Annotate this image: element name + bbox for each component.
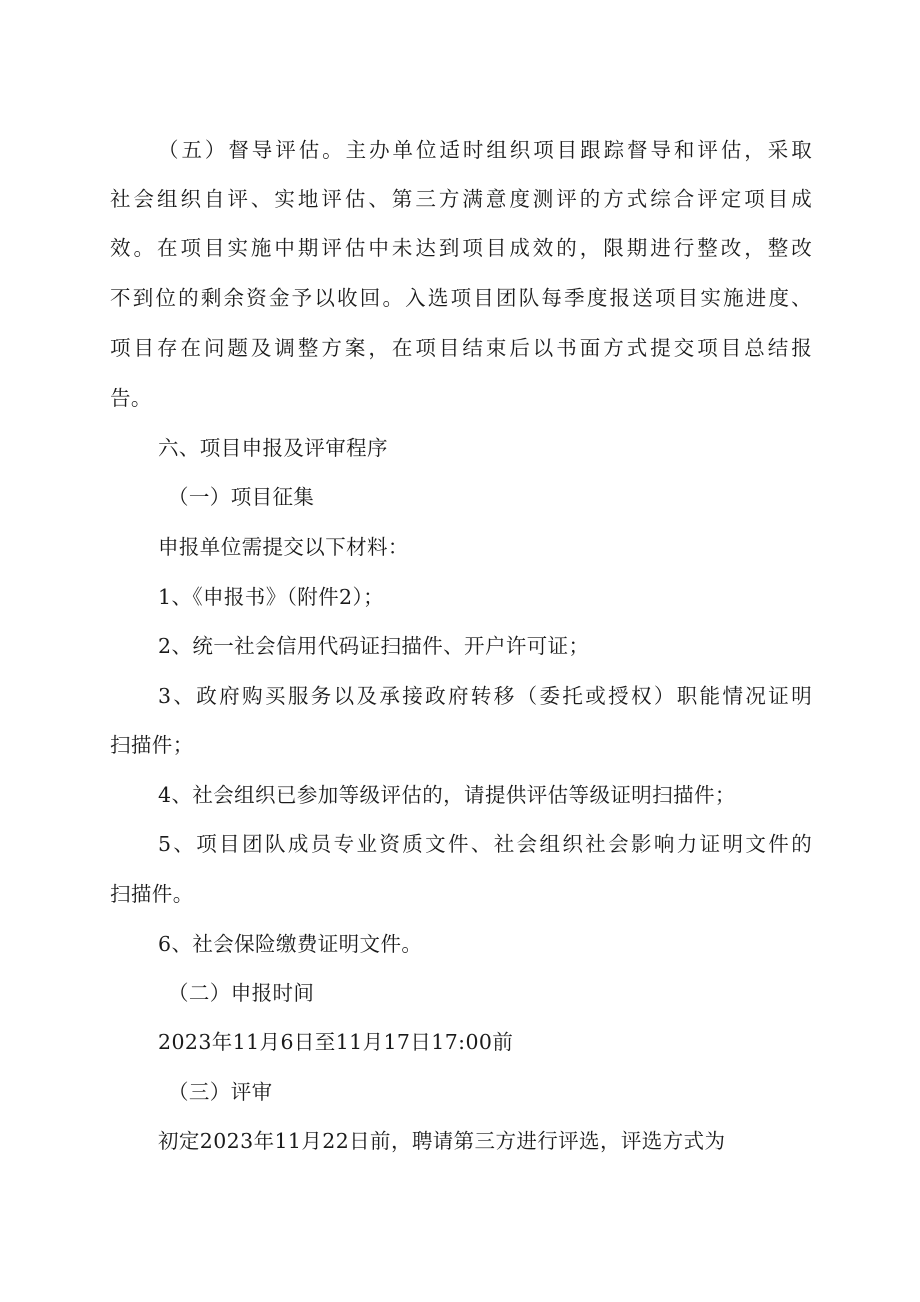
- subheading-application-time: （二）申报时间: [168, 981, 315, 1005]
- paragraph-supervision-line-6: 告。: [110, 386, 152, 410]
- subheading-project-collection: （一）项目征集: [168, 485, 315, 509]
- application-time-value: 2023年11月6日至11月17日17:00前: [158, 1030, 514, 1054]
- list-item-1: 1、《申报书》（附件2）；: [158, 585, 385, 609]
- list-item-6: 6、社会保险缴费证明文件。: [158, 932, 423, 956]
- review-paragraph-line-1: 初定2023年11月22日前，聘请第三方进行评选，评选方式为: [158, 1129, 726, 1153]
- paragraph-supervision-line-2: 社会组织自评、实地评估、第三方满意度测评的方式综合评定项目成: [110, 187, 812, 211]
- list-item-5-line-1: 5、项目团队成员专业资质文件、社会组织社会影响力证明文件的: [158, 832, 812, 856]
- paragraph-supervision-line-5: 项目存在问题及调整方案，在项目结束后以书面方式提交项目总结报: [110, 336, 812, 360]
- list-item-5-line-2: 扫描件。: [110, 882, 194, 906]
- list-item-3-line-1: 3、政府购买服务以及承接政府转移（委托或授权）职能情况证明: [158, 684, 812, 708]
- paragraph-supervision-line-4: 不到位的剩余资金予以收回。入选项目团队每季度报送项目实施进度、: [110, 286, 812, 310]
- subheading-review: （三）评审: [168, 1080, 273, 1104]
- paragraph-supervision-line-1: （五）督导评估。主办单位适时组织项目跟踪督导和评估，采取: [158, 138, 812, 162]
- section-heading-application-procedure: 六、项目申报及评审程序: [158, 436, 388, 460]
- materials-intro: 申报单位需提交以下材料：: [158, 535, 409, 559]
- paragraph-supervision-line-3: 效。在项目实施中期评估中未达到项目成效的，限期进行整改，整改: [110, 236, 812, 260]
- list-item-3-line-2: 扫描件；: [110, 733, 194, 757]
- list-item-4: 4、社会组织已参加等级评估的，请提供评估等级证明扫描件；: [158, 783, 736, 807]
- list-item-2: 2、统一社会信用代码证扫描件、开户许可证；: [158, 634, 590, 658]
